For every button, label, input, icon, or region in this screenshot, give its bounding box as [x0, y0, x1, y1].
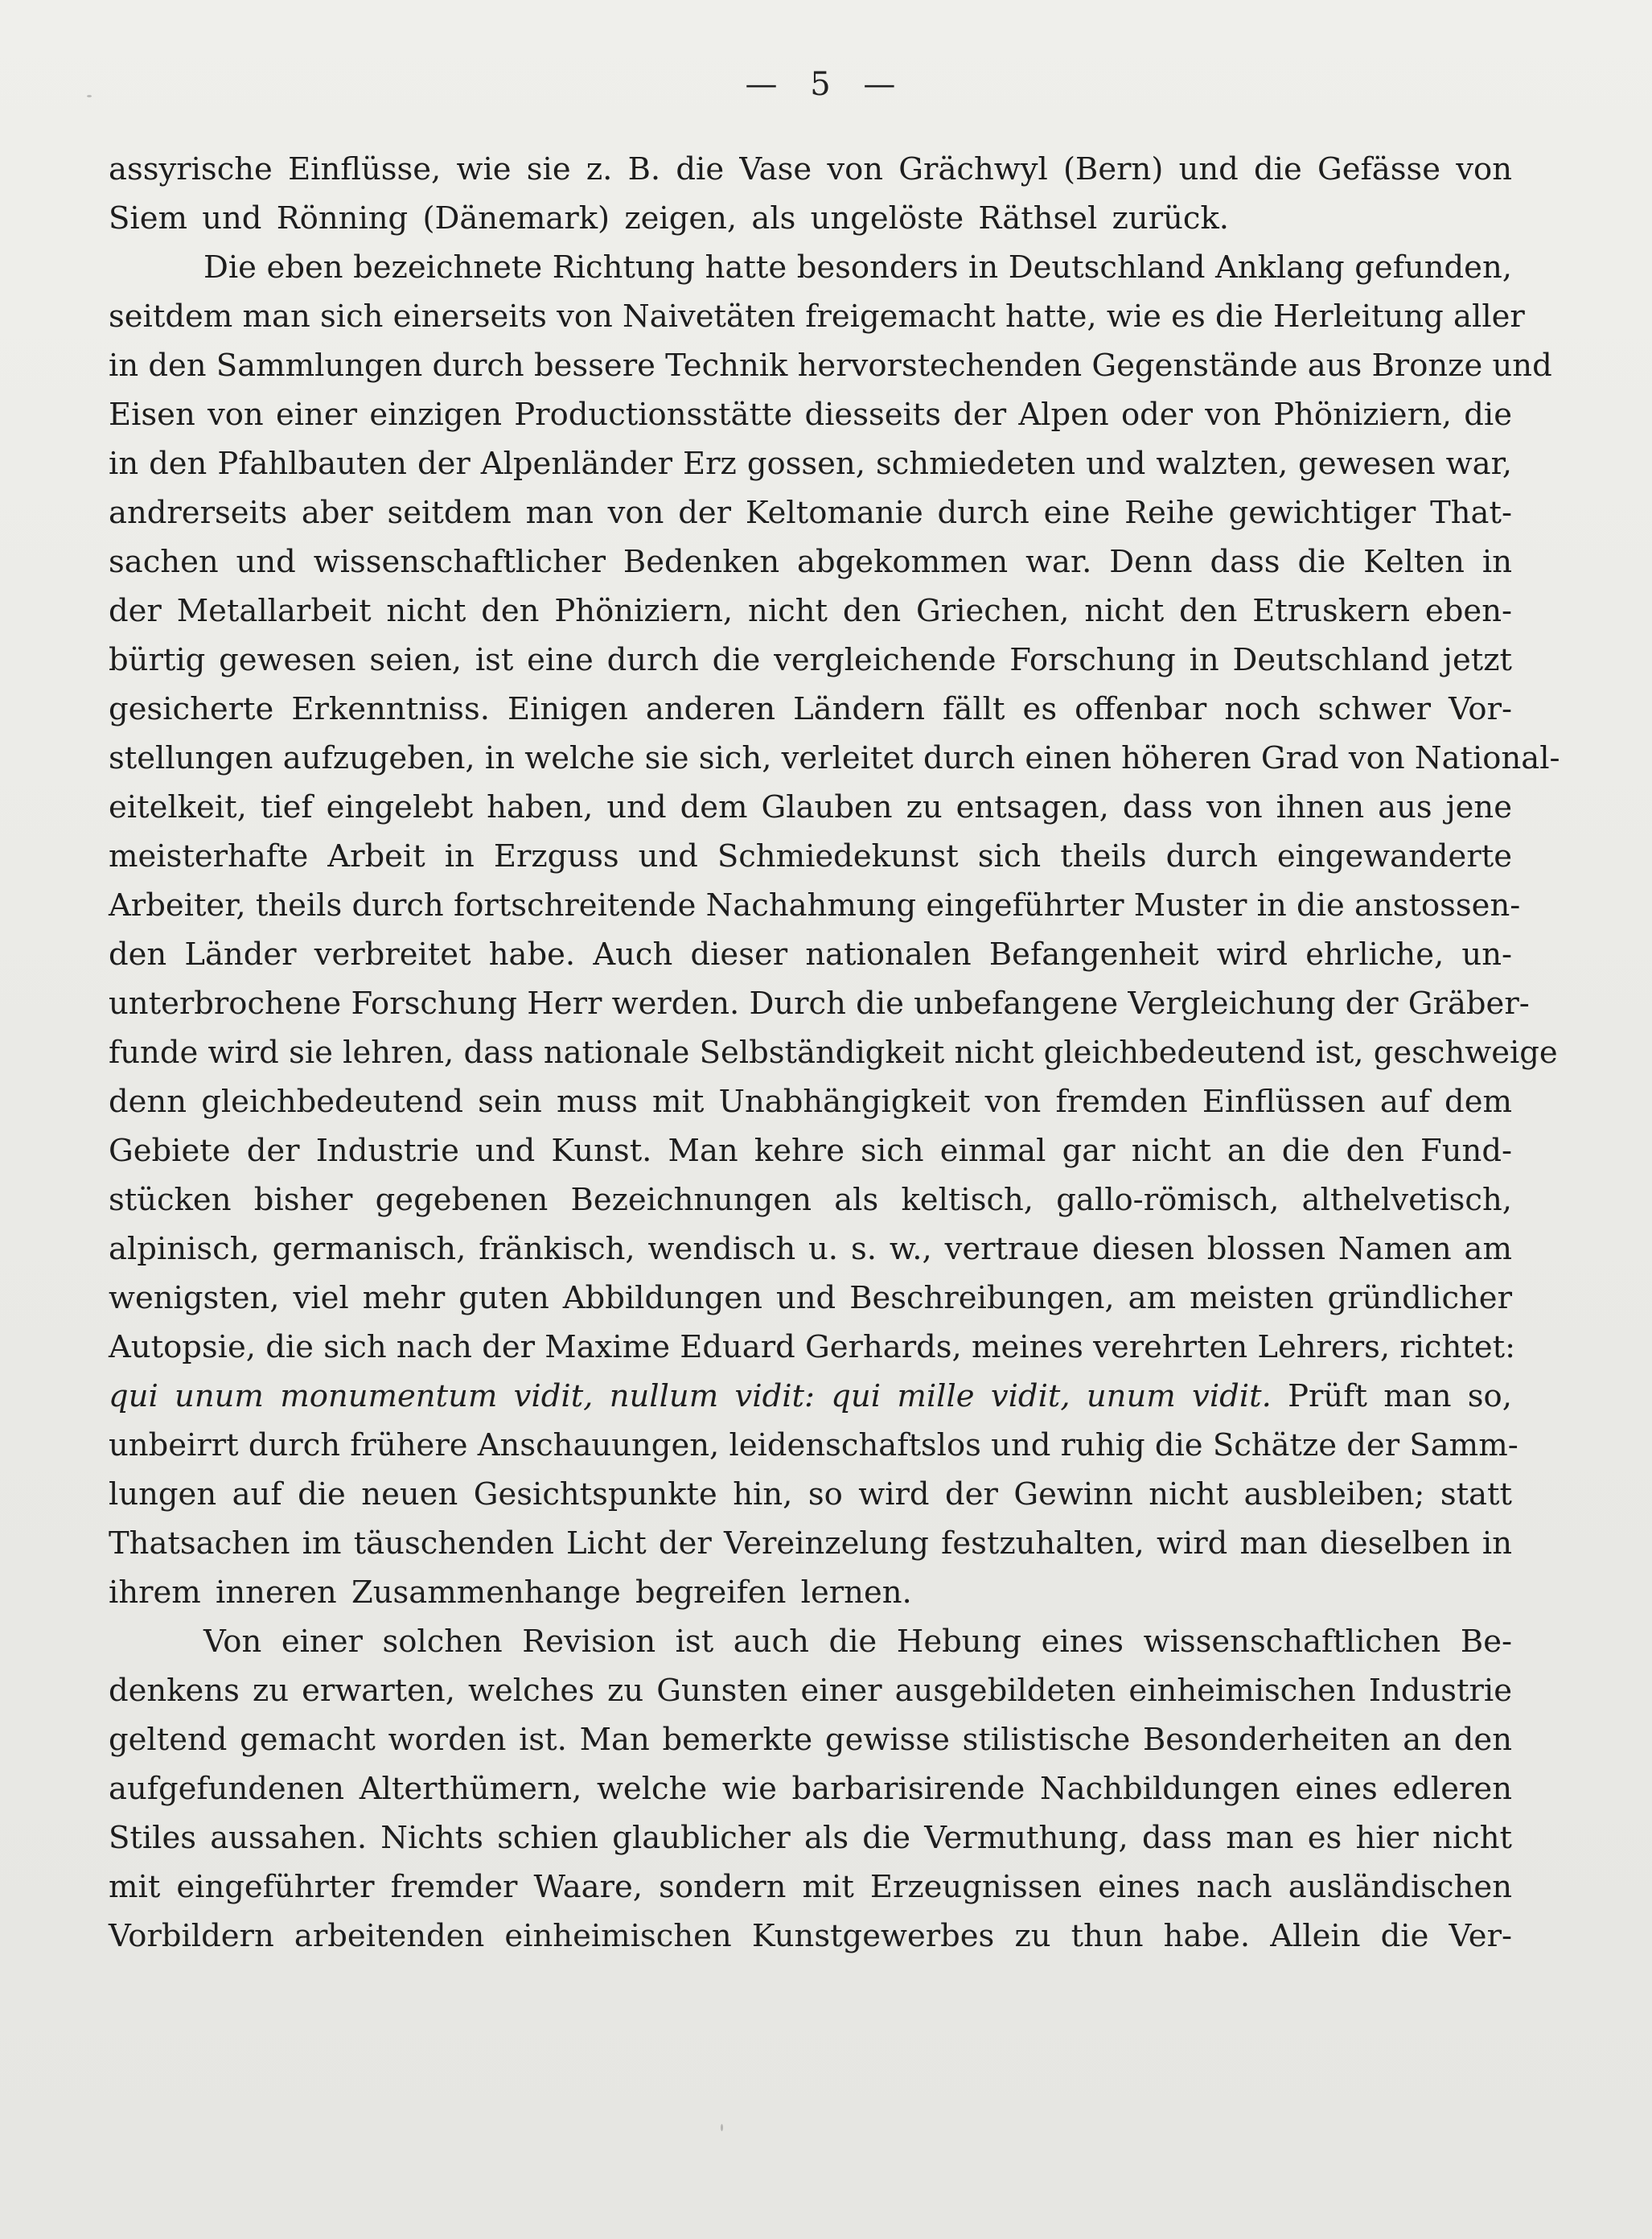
text-line: Vorbildern arbeitenden einheimischen Kunstgewerbes zu thun habe. Allein die Ver- [109, 1918, 1512, 1954]
text-line: der Metallarbeit nicht den Phöniziern, nicht den Griechen, nicht den Etruskern eben- [109, 593, 1512, 629]
latin-quote-part-c: unum vidit. [1086, 1378, 1272, 1414]
text-line: Thatsachen im täuschenden Licht der Vereinzelung festzuhalten, wird man dieselben in [109, 1525, 1512, 1562]
text-line: eitelkeit, tief eingelebt haben, und dem Glauben zu entsagen, dass von ihnen aus jene [109, 789, 1512, 825]
text-line: stellungen aufzugeben, in welche sie sich, verleitet durch einen höheren Grad von National- [109, 740, 1560, 776]
text-line: den Länder verbreitet habe. Auch dieser nationalen Befangenheit wird ehrliche, un- [109, 936, 1512, 973]
latin-quote-line [109, 1372, 1512, 1421]
text-line: unbeirrt durch frühere Anschauungen, leidenschaftslos und ruhig die Schätze der Samm- [109, 1427, 1518, 1463]
text-line: denkens zu erwarten, welches zu Gunsten einer ausgebildeten einheimischen Industrie [109, 1673, 1512, 1709]
text-line: bürtig gewesen seien, ist eine durch die vergleichende Forschung in Deutschland jetzt [109, 642, 1512, 678]
text-line: denn gleichbedeutend sein muss mit Unabhängigkeit von fremden Einflüssen auf dem [109, 1084, 1512, 1120]
paragraph-start-line: Die eben bezeichnete Richtung hatte besonders in Deutschland Anklang gefunden, [203, 249, 1512, 286]
text-line: funde wird sie lehren, dass nationale Selbständigkeit nicht gleichbedeutend ist, geschweige [109, 1035, 1558, 1071]
text-line: aufgefundenen Alterthümern, welche wie barbarisirende Nachbildungen eines edleren [109, 1771, 1512, 1807]
latin-quote-part-b: nullum vidit: qui mille vidit, [609, 1378, 1071, 1414]
text-line: meisterhafte Arbeit in Erzguss und Schmiedekunst sich theils durch eingewanderte [109, 838, 1512, 875]
text-line: Arbeiter, theils durch fortschreitende Nachahmung eingeführter Muster in die anstossen- [109, 887, 1521, 924]
text-line: gesicherte Erkenntniss. Einigen anderen Ländern fällt es offenbar noch schwer Vor- [109, 691, 1512, 727]
text-line: unterbrochene Forschung Herr werden. Durch die unbefangene Vergleichung der Gräber- [109, 986, 1530, 1022]
text-line: geltend gemacht worden ist. Man bemerkte gewisse stilistische Besonderheiten an den [109, 1722, 1512, 1758]
text-line: andrerseits aber seitdem man von der Keltomanie durch eine Reihe gewichtiger That- [109, 495, 1512, 531]
text-line: assyrische Einflüsse, wie sie z. B. die Vase von Grächwyl (Bern) und die Gefässe von [109, 151, 1512, 187]
paragraph-start-line: Von einer solchen Revision ist auch die Hebung eines wissenschaftlichen Be- [203, 1624, 1512, 1660]
quote-line-tail: Prüft man so, [1288, 1378, 1512, 1414]
latin-quote-part-a: qui unum monumentum vidit, [109, 1378, 594, 1414]
text-line: wenigsten, viel mehr guten Abbildungen und Beschreibungen, am meisten gründlicher [109, 1280, 1512, 1316]
text-line: ihrem inneren Zusammenhange begreifen lernen. [109, 1574, 912, 1611]
text-line: in den Sammlungen durch bessere Technik hervorstechenden Gegenstände aus Bronze und [109, 348, 1552, 384]
text-line: Stiles aussahen. Nichts schien glaublicher als die Vermuthung, dass man es hier nicht [109, 1820, 1512, 1856]
text-line: Gebiete der Industrie und Kunst. Man kehre sich einmal gar nicht an die den Fund- [109, 1133, 1512, 1169]
paper-speck [721, 2124, 723, 2131]
text-line: Siem und Rönning (Dänemark) zeigen, als ungelöste Räthsel zurück. [109, 200, 1230, 237]
text-line: stücken bisher gegebenen Bezeichnungen als keltisch, gallo-römisch, althelvetisch, [109, 1182, 1512, 1218]
paper-speck [87, 95, 92, 97]
page-number: — 5 — [745, 66, 907, 103]
text-line: Autopsie, die sich nach der Maxime Eduard Gerhards, meines verehrten Lehrers, richtet: [109, 1329, 1516, 1365]
text-line: in den Pfahlbauten der Alpenländer Erz gossen, schmiedeten und walzten, gewesen war, [109, 446, 1512, 482]
text-line: Eisen von einer einzigen Productionsstätte diesseits der Alpen oder von Phöniziern, die [109, 397, 1512, 433]
text-line: alpinisch, germanisch, fränkisch, wendisch u. s. w., vertraue diesen blossen Namen am [109, 1231, 1512, 1267]
text-line: lungen auf die neuen Gesichtspunkte hin, so wird der Gewinn nicht ausbleiben; statt [109, 1476, 1512, 1513]
text-line: mit eingeführter fremder Waare, sondern mit Erzeugnissen eines nach ausländischen [109, 1869, 1512, 1905]
text-line: seitdem man sich einerseits von Naivetäten freigemacht hatte, wie es die Herleitung aller [109, 298, 1525, 335]
text-line: sachen und wissenschaftlicher Bedenken abgekommen war. Denn dass die Kelten in [109, 544, 1512, 580]
body-text [109, 145, 1560, 1961]
